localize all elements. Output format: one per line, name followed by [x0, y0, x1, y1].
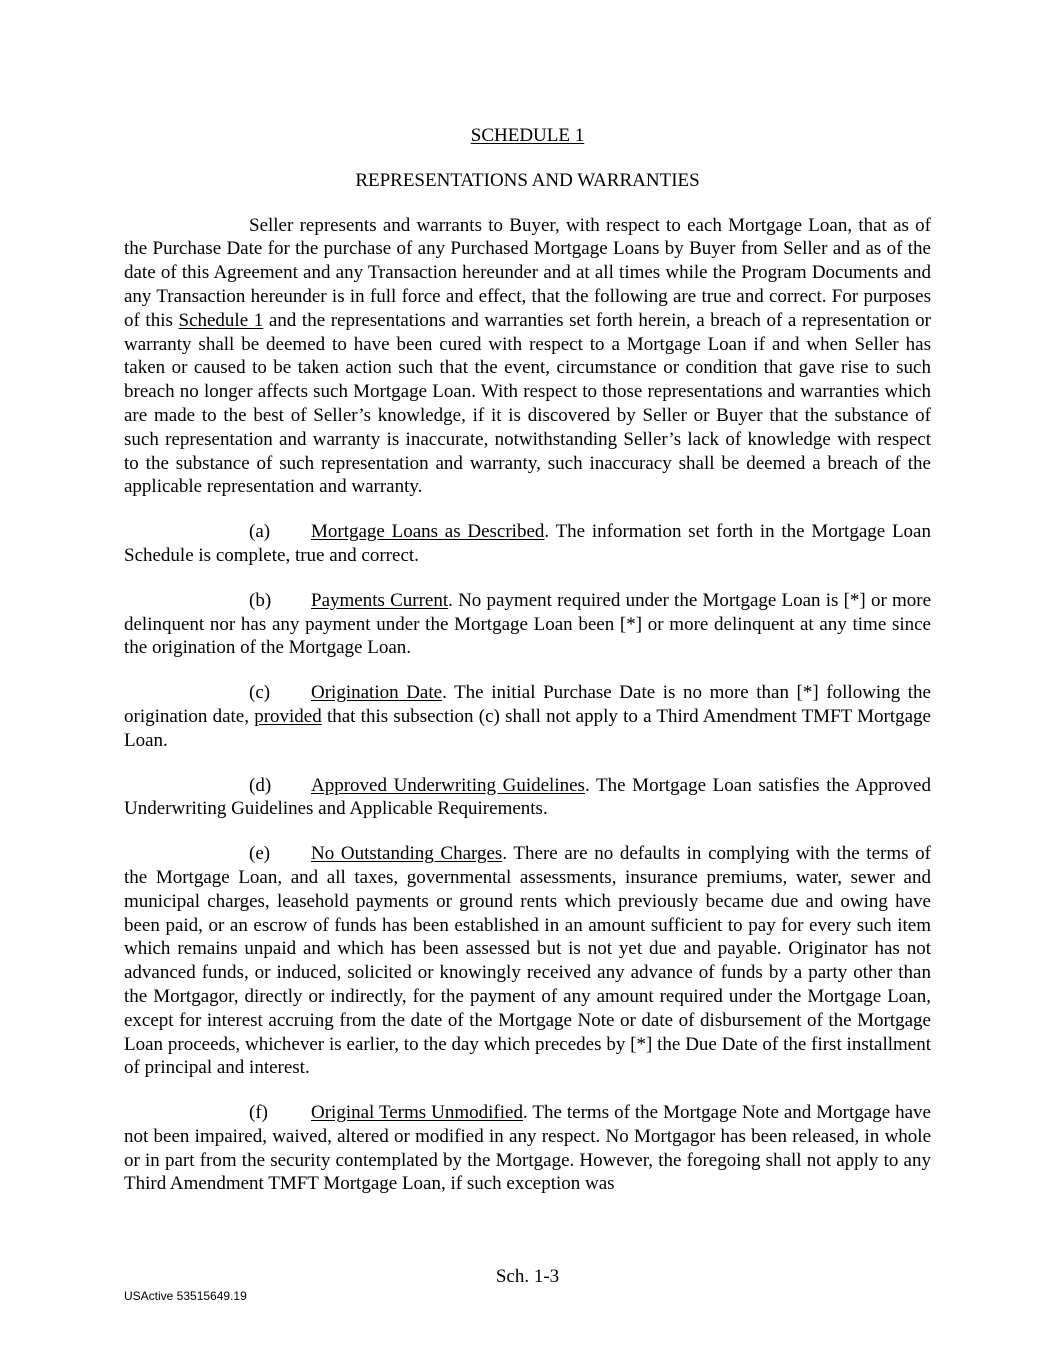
page-number: Sch. 1-3	[495, 1266, 560, 1287]
clause-c-provided: provided	[254, 705, 322, 727]
clause-e-label: (e)	[249, 843, 271, 865]
clause-c-text-before: . The initial Purchase Date is no more than [*] following the origination date,	[124, 682, 931, 727]
clause-c-heading: Origination Date	[311, 682, 443, 704]
intro-paragraph	[124, 214, 931, 500]
intro-text-part2: and the representations and warranties set forth herein, a breach of a representation or warranty shall be deemed to have been cured with respect to a Mortgage Loan if and when Seller has taken or caused to be taken action such that the event, circumstance or condition that gave rise to such breach no longer affects such Mortgage Loan. With respect to those representations and warranties which are made to the best of Seller’s knowledge, if it is discovered by Seller or Buyer that the substance of such representation and warranty is inaccurate, notwithstanding Seller’s lack of knowledge with respect to the substance of such representation and warranty, such inaccuracy shall be deemed a breach of the applicable representation and warranty.	[124, 309, 931, 498]
clause-f	[124, 1101, 931, 1196]
clause-c-text-after: that this subsection (c) shall not apply to a Third Amendment TMFT Mortgage Loan.	[124, 705, 931, 751]
clause-e-text: . There are no defaults in complying with the terms of the Mortgage Loan, and all taxes, governmental assessments, insurance premiums, water, sewer and municipal charges, leasehold payments or ground rents which previously became due and owing have been paid, or an escrow of funds has been established in an amount sufficient to pay for every such item which remains unpaid and which has been assessed but is not yet due and payable. Originator has not advanced funds, or induced, solicited or knowingly received any advance of funds by a party other than the Mortgagor, directly or indirectly, for the payment of any amount required under the Mortgage Loan, except for interest accruing from the date of the Mortgage Note or date of disbursement of the Mortgage Loan proceeds, whichever is earlier, to the day which precedes by [*] the Due Date of the first installment of principal and interest.	[124, 843, 932, 1079]
schedule-title-text: SCHEDULE 1	[470, 125, 585, 146]
clause-a-heading: Mortgage Loans as Described	[311, 521, 545, 543]
schedule-title	[124, 124, 931, 148]
clause-d-heading: Approved Underwriting Guidelines	[311, 774, 585, 796]
clause-b-text: . No payment required under the Mortgage Loan is [*] or more delinquent nor has any payment under the Mortgage Loan been [*] or more delinquent at any time since the origination of the Mortgage Loan.	[124, 589, 931, 659]
clause-d-text: . The Mortgage Loan satisfies the Approved Underwriting Guidelines and Applicable Requirements.	[124, 774, 931, 820]
clause-d	[124, 774, 931, 822]
clause-e	[124, 842, 931, 1080]
clause-b	[124, 589, 931, 660]
clause-f-heading: Original Terms Unmodified	[311, 1102, 523, 1124]
clause-f-label: (f)	[249, 1102, 268, 1124]
clause-c	[124, 681, 931, 752]
clause-f-text: . The terms of the Mortgage Note and Mortgage have not been impaired, waived, altered or modified in any respect. No Mortgagor has been released, in whole or in part from the security contemplated by the Mortgage. However, the foregoing shall not apply to any Third Amendment TMFT Mortgage Loan, if such exception was	[124, 1102, 931, 1195]
document-body	[124, 124, 931, 1217]
clause-b-label: (b)	[249, 589, 272, 611]
clause-d-label: (d)	[249, 774, 272, 796]
clause-a-text: . The information set forth in the Mortgage Loan Schedule is complete, true and correct.	[124, 521, 931, 566]
section-title: REPRESENTATIONS AND WARRANTIES	[355, 169, 700, 191]
document-id: USActive 53515649.19	[124, 1289, 247, 1303]
clause-a-label: (a)	[249, 521, 271, 543]
clause-c-label: (c)	[249, 682, 271, 704]
clause-a	[124, 520, 931, 568]
clause-e-heading: No Outstanding Charges	[311, 843, 503, 865]
clause-b-heading: Payments Current	[311, 589, 449, 611]
intro-text-part1: Seller represents and warrants to Buyer, with respect to each Mortgage Loan, that as of the Purchase Date for the purchase of any Purchased Mortgage Loans by Buyer from Seller and as of the date of this Agreement and any Transaction hereunder and at all times while the Program Documents and any Transaction hereunder is in full force and effect, that the following are true and correct. For purposes of this	[124, 214, 931, 331]
schedule-1-reference: Schedule 1	[178, 309, 264, 331]
